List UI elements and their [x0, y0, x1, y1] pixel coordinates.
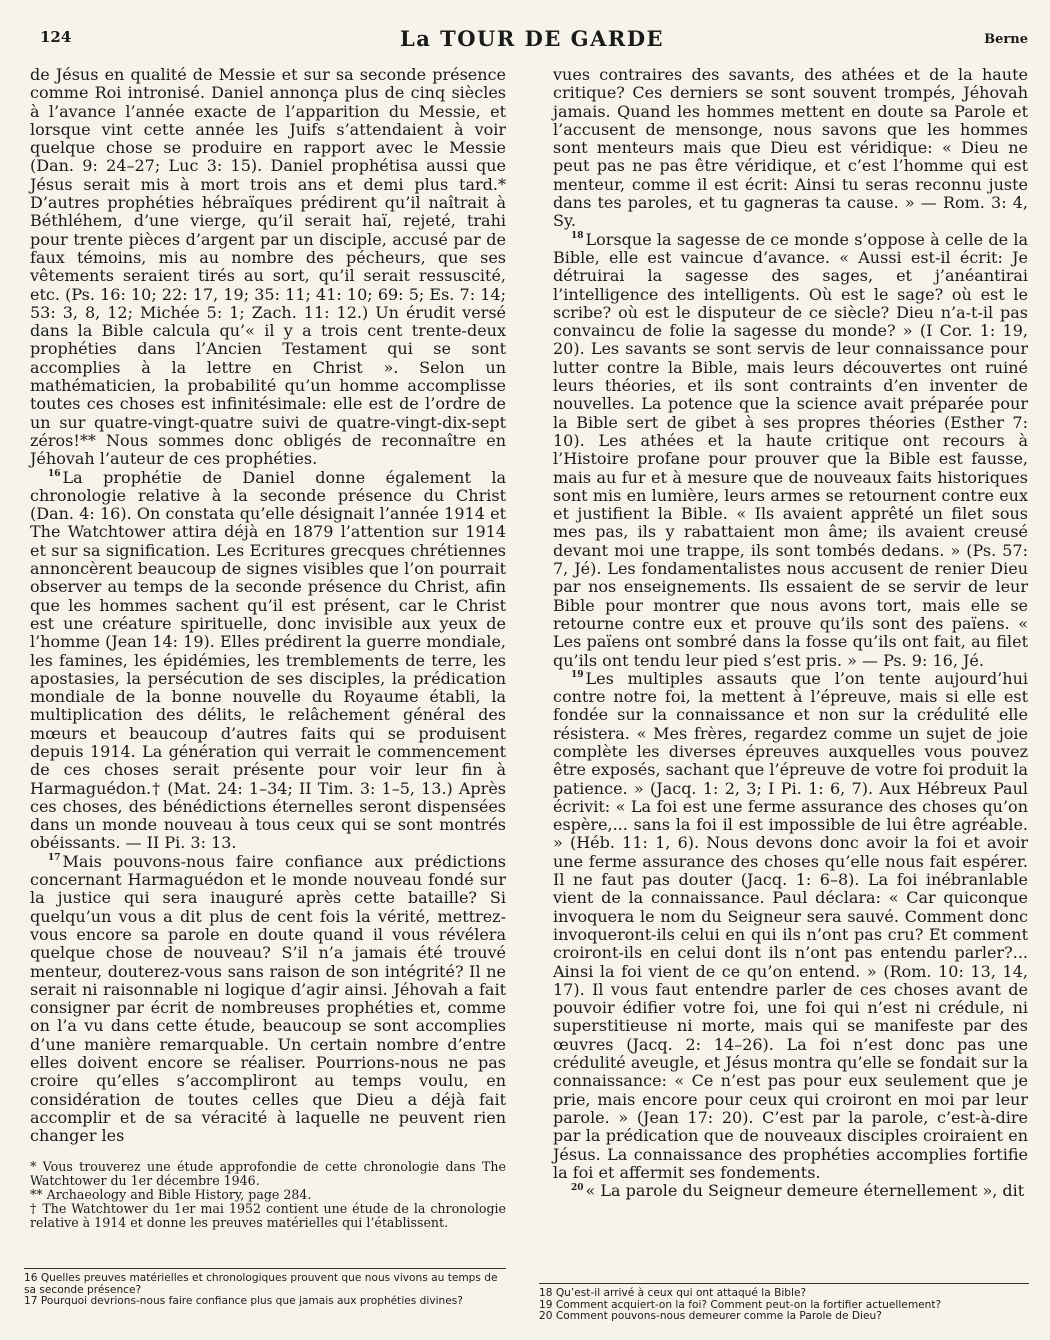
- paragraph-text: Les multiples assauts que l’on tente aujourd’hui contre notre foi, la mettent à l’épreuve, mais si elle est fondée sur la connaissance et non sur la crédulité elle résistera. « Mes frères, regardez comme un sujet de joie complète les diverses épreuves auxquelles vous pouvez être exposés, sachant que l’épreuve de votre foi produit la patience. » (Jacq. 1: 2, 3; I Pi. 1: 6, 7). Aux Hébreux Paul écrivit: « La foi est une ferme assurance des choses qu’on espère,... sans la foi il est impossible de lui être agréable. » (Héb. 11: 1, 6). Nous devons donc avoir la foi et avoir une ferme assurance des choses qu’elle nous fait espérer. Il ne faut pas douter (Jacq. 1: 6–8). La foi inébranlable vient de la connaissance. Paul déclara: « Car quiconque invoquera le nom du Seigneur sera sauvé. Comment donc invoqueront-ils celui en qui ils n’ont pas cru? Et comment croiront-ils en celui dont ils n’ont pas entendu parler?... Ainsi la foi vient de ce qu’on entend. » (Rom. 10: 13, 14, 17). Il vous faut entendre parler de ces choses avant de pouvoir édifier votre foi, une foi qui n’est ni crédule, ni superstitieuse ni morte, mais qui se manifeste par des œuvres (Jacq. 2: 14–26). La foi n’est donc pas une crédulité aveugle, et Jésus montra qu’elle se fondait sur la connaissance: « Ce n’est pas pour eux seulement que je prie, mais encore pour ceux qui croiront en moi par leur parole. » (Jean 17: 20). C’est par la parole, c’est-à-dire par la prédication que de nouveaux disciples croiraient en Jésus. La connaissance des prophéties accomplies fortifie la foi et affermit ses fondements.: [553, 668, 1028, 1182]
- paragraph-number: 18: [571, 231, 584, 242]
- page-header: [36, 26, 1028, 56]
- study-question: 17 Pourquoi devrions-nous faire confiance plus que jamais aux prophéties divines?: [24, 1295, 463, 1307]
- paragraph-17-continued: [553, 66, 1028, 231]
- paragraph-20: [553, 1182, 1028, 1200]
- footnotes: [30, 1160, 506, 1230]
- paragraph-text: vues contraires des savants, des athées et de la haute critique? Ces derniers se sont souvent trompés, Jéhovah jamais. Quand les hommes mettent en doute sa Parole et l’accusent de mensonge, nous savons que les hommes sont menteurs mais que Dieu est véridique: « Dieu ne peut pas ne pas être véridique, et c’est l’homme qui est menteur, comme il est écrit: Ainsi tu seras reconnu juste dans tes paroles, et tu gagneras ta cause. » — Rom. 3: 4, Sy.: [553, 65, 1028, 231]
- study-question: 16 Quelles preuves matérielles et chronologiques prouvent que nous vivons au temps de sa seconde présence?: [24, 1272, 498, 1296]
- left-column: [30, 66, 506, 1146]
- paragraph-text: « La parole du Seigneur demeure éternellement », dit: [585, 1181, 1025, 1201]
- paragraph-number: 16: [48, 469, 61, 480]
- journal-title: La TOUR DE GARDE: [399, 26, 665, 51]
- edition-label: Berne: [984, 32, 1028, 47]
- paragraph-text: de Jésus en qualité de Messie et sur sa seconde présence comme Roi intronisé. Daniel annonça plus de cinq siècles à l’avance l’année exacte de l’apparition du Messie, et lorsque vint cette année les Juifs s’attendaient à voir quelque chose se produire en rapport avec le Messie (Dan. 9: 24–27; Luc 3: 15). Daniel prophétisa aussi que Jésus serait mis à mort trois ans et demi plus tard.* D’autres prophéties hébraïques prédirent qu’il naîtrait à Béthléhem, d’une vierge, qu’il serait haï, rejeté, trahi pour trente pièces d’argent par un disciple, accusé par de faux témoins, mis au nombre des pécheurs, que ses vêtements seraient tirés au sort, qu’il serait ressuscité, etc. (Ps. 16: 10; 22: 17, 19; 35: 11; 41: 10; 69: 5; Es. 7: 14; 53: 3, 8, 12; Michée 5: 1; Zach. 11: 12.) Un érudit versé dans la Bible calcula qu’« il y a trois cent trente-deux prophéties dans l’Ancien Testament qui se sont accomplies à la lettre en Christ ». Selon un mathématicien, la probabilité qu’un homme accomplisse toutes ces choses est infinitésimale: elle est de l’ordre de un sur quatre-vingt-quatre suivi de quatre-vingt-dix-sept zéros!** Nous sommes donc obligés de reconnaître en Jéhovah l’auteur de ces prophéties.: [30, 65, 506, 469]
- study-questions-left: [24, 1268, 506, 1308]
- study-question: 18 Qu’est-il arrivé à ceux qui ont attaqué la Bible?: [539, 1287, 807, 1299]
- paragraph-number: 20: [571, 1182, 584, 1193]
- page-number: 124: [40, 28, 72, 46]
- paragraph-text: La prophétie de Daniel donne également la chronologie relative à la seconde présence du Christ (Dan. 4: 16). On constata qu’elle désignait l’année 1914 et The Watchtower attira déjà en 1879 l’attention sur 1914 et sur sa signification. Les Ecritures grecques chrétiennes annoncèrent beaucoup de signes visibles que l’on pourrait observer au temps de la seconde présence du Christ, afin que les hommes sachent qu’il est présent, car le Christ est une créature spirituelle, donc invisible aux yeux de l’homme (Jean 14: 19). Elles prédirent la guerre mondiale, les famines, les épidémies, les tremblements de terre, les apostasies, la persécution de ses disciples, la prédication mondiale de la bonne nouvelle du Royaume établi, la multiplication des délits, le relâchement général des mœurs et beaucoup d’autres faits qui se produisent depuis 1914. La génération qui verrait le commencement de ces choses serait présente pour voir leur fin à Harmaguédon.† (Mat. 24: 1–34; II Tim. 3: 1–5, 13.) Après ces choses, des bénédictions éternelles seront dispensées dans un monde nouveau à tous ceux qui se sont montrés obéissants. — II Pi. 3: 13.: [30, 467, 506, 853]
- paragraph-19: [553, 670, 1028, 1182]
- study-question: 20 Comment pouvons-nous demeurer comme la Parole de Dieu?: [539, 1310, 882, 1322]
- study-question: 19 Comment acquiert-on la foi? Comment peut-on la fortifier actuellement?: [539, 1298, 942, 1311]
- footnote: † The Watchtower du 1er mai 1952 contient une étude de la chronologie relative à 1914 et donne les preuves matérielles qui l’établissent.: [30, 1201, 506, 1230]
- right-column: [553, 66, 1028, 1200]
- paragraph-17: [30, 853, 506, 1146]
- paragraph-16: [30, 469, 506, 853]
- paragraph-15-continued: [30, 66, 506, 469]
- footnote: * Vous trouverez une étude approfondie de cette chronologie dans The Watchtower du 1er décembre 1946.: [30, 1159, 506, 1188]
- paragraph-number: 19: [571, 670, 584, 681]
- paragraph-text: Lorsque la sagesse de ce monde s’oppose à celle de la Bible, elle est vaincue d’avance. « Aussi est-il écrit: Je détruirai la sagesse des sages, et j’anéantirai l’intelligence des intelligents. Où est le sage? où est le scribe? où est le disputeur de ce siècle? Dieu n’a-t-il pas convaincu de folie la sagesse du monde? » (I Cor. 1: 19, 20). Les savants se sont servis de leur connaissance pour lutter contre la Bible, mais leurs découvertes ont ruiné leurs théories, et ils sont contraints d’en inventer de nouvelles. La potence que la science avait préparée pour la Bible sert de gibet à ses propres théories (Esther 7: 10). Les athées et la haute critique ont recours à l’Histoire profane pour prouver que la Bible est fausse, mais au fur et à mesure que de nouveaux faits historiques sont mis en lumière, leurs armes se retournent contre eux et justifient la Bible. « Ils avaient apprêté un filet sous mes pas, ils y rabattaient mon âme; ils avaient creusé devant moi une trappe, ils sont tombés dedans. » (Ps. 57: 7, Jé). Les fondamentalistes nous accusent de renier Dieu par nos enseignements. Ils essaient de se servir de leur Bible pour montrer que nous avons tort, mais elle se retourne contre eux et prouve qu’ils sont des païens. « Les païens ont sombré dans la fosse qu’ils ont fait, au filet qu’ils ont tendu leur pied s’est pris. » — Ps. 9: 16, Jé.: [553, 229, 1028, 670]
- paragraph-number: 17: [48, 853, 61, 864]
- footnote: ** Archaeology and Bible History, page 284.: [30, 1187, 312, 1202]
- study-questions-right: [539, 1283, 1029, 1323]
- paragraph-text: Mais pouvons-nous faire confiance aux prédictions concernant Harmaguédon et le monde nouveau fondé sur la justice qui sera inauguré après cette bataille? Si quelqu’un vous a dit plus de cent fois la vérité, mettrez-vous encore sa parole en doute quand il vous révélera quelque chose de nouveau? S’il n’a jamais été trouvé menteur, douterez-vous sans raison de son intégrité? Il ne serait ni raisonnable ni logique d’agir ainsi. Jéhovah a fait consigner par écrit de nombreuses prophéties et, comme on l’a vu dans cette étude, beaucoup se sont accomplies d’une manière remarquable. Un certain nombre d’entre elles doivent encore se réaliser. Pourrions-nous ne pas croire qu’elles s’accompliront au temps voulu, en considération de toutes celles que Dieu a déjà fait accomplir et de sa véracité à laquelle ne peuvent rien changer les: [30, 851, 506, 1146]
- paragraph-18: [553, 231, 1028, 670]
